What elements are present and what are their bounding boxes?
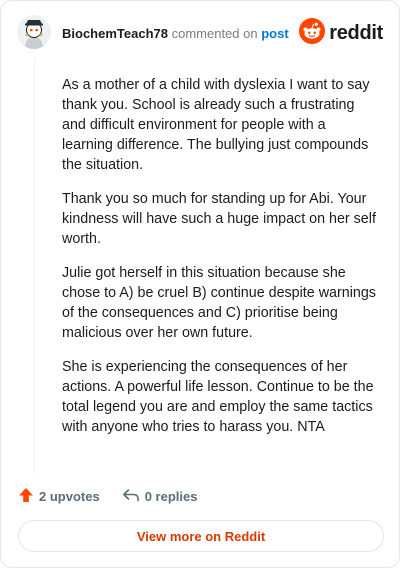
upvote-count: 2 upvotes	[39, 488, 100, 504]
comment-paragraph: As a mother of a child with dyslexia I want to say thank you. School is already such a frustrating and difficult environment for people with a learning difference. The bullying just compounds the situation.	[62, 77, 370, 173]
reply-arrow-icon	[122, 487, 145, 506]
reddit-wordmark: reddit	[329, 21, 383, 44]
reply-count: 0 replies	[144, 488, 198, 504]
avatar[interactable]	[17, 15, 51, 49]
upvote-arrow-icon	[18, 487, 39, 506]
author-line	[62, 26, 289, 42]
upvote-button[interactable]	[18, 487, 100, 506]
comment-paragraph: Thank you so much for standing up for Abi. Your kindness will have such a huge impact on her self worth.	[62, 191, 376, 247]
comment-paragraph: Julie got herself in this situation because she chose to A) be cruel B) continue despite warnings of the consequences and C) prioritise being malicious over her own future.	[62, 265, 376, 341]
author-name[interactable]: BiochemTeach78	[62, 26, 168, 41]
reddit-logo-icon	[299, 18, 325, 49]
view-more-on-reddit-button[interactable]: View more on Reddit	[18, 520, 384, 552]
reply-button[interactable]	[122, 487, 198, 506]
comment-paragraph: She is experiencing the consequences of her actions. A powerful life lesson. Continue to be the total legend you are and employ the same tactics with anyone who tries to harass you. NTA	[62, 359, 374, 435]
thread-line	[34, 59, 35, 474]
reddit-logo[interactable]	[299, 19, 383, 47]
comment-header	[17, 15, 383, 55]
comment-body	[62, 75, 380, 451]
comment-actions	[18, 487, 219, 505]
post-link[interactable]: post	[261, 26, 289, 41]
commented-on-text: commented on	[171, 26, 258, 41]
